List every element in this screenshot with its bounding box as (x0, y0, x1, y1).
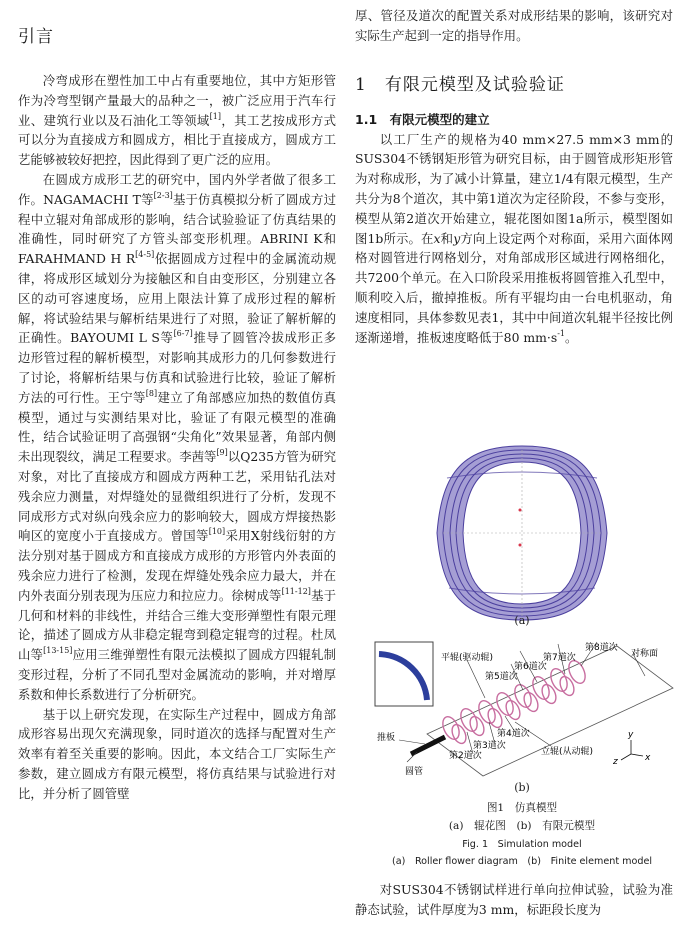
model-paragraph: 以工厂生产的规格为40 mm×27.5 mm×3 mm的SUS304不锈钢矩形管为研究目标，由于圆管成形矩形管为对称成形，为了减小计算量，建立1/4有限元模型，生产共分为8个道次，其中第1道次为定径阶段，不参与变形，模型从第2道次开始建立，辊花图如图1a所示，模型图如图1b所示。在x和y方向上设定两个对称面，采用六面体网格对圆管进行网格划分，对角部成形区域进行网格细化，共7200个单元。在入口阶段采用推板将圆管推入孔型中，顺利咬入后，撤掉推板。所有平辊均由一台电机驱动，角速度相同，具体参数见表1，其中中间道次轧辊半径按比例逐渐递增，推板速度略低于80 $mm\cdot s^{-1}$。 (355, 131, 674, 345)
right-column (355, 0, 673, 347)
figure-caption-en: Fig. 1 Simulation model (462, 839, 582, 850)
label-vertical-roll: 立辊(从动辊) (541, 747, 594, 757)
figure-caption-cn: 图1 仿真模型 (486, 802, 558, 814)
section-heading: 1 有限元模型及试验验证 (355, 74, 565, 95)
label-pass-3: 第3道次 (473, 741, 506, 751)
label-pass-8: 第8道次 (585, 643, 618, 653)
figure-1b (355, 636, 689, 796)
label-pass-7: 第7道次 (543, 653, 576, 663)
label-push-plate: 推板 (377, 733, 396, 743)
subsection-heading: 1.1 有限元模型的建立 (355, 111, 490, 127)
label-pass-6: 第6道次 (514, 662, 547, 672)
label-flat-roll: 平辊(驱动辊) (441, 653, 494, 663)
figure-subcaption-cn: (a) 辊花图 (b) 有限元模型 (448, 820, 596, 832)
intro-paragraph-3: 基于以上研究发现，在实际生产过程中，圆成方角部成形容易出现欠充满现象，同时道次的选择与配置对生产效率有着至关重要的影响。因此，本文结合工厂实际生产参数，建立圆成方有限元模型，将仿真结果与试验进行对比，并分析了圆管壁 (18, 706, 336, 801)
right-paragraph-continued: 厚、管径及道次的配置关系对成形结果的影响，该研究对实际生产起到一定的指导作用。 (355, 8, 673, 43)
intro-paragraph-2: 在圆成方成形工艺的研究中，国内外学者做了很多工作。NAGAMACHI T等[2-3]基于仿真模拟分析了圆成方过程中立辊对角部成形的影响，结合试验验证了仿真结果的准确性，同时研究了方管头部变形机理。ABRINI K和FARAHMAND H R[4-5]依据圆成方过程中的金属流动规律，将成形区域划分为接触区和自由变形区，分别建立各区的动可容速度场，应用上限法计算了成形过程的解析解，将试验结果与解析结果进行了对照，验证了解析解的正确性。BAYOUMI L S等[6-7]推导了圆管冷拔成形正多边形管过程的解析模型，对影响其成形力的几何参数进行了讨论，将解析结果与仿真和试验进行比较，验证了解析方法的可行性。王宁等[8]建立了角部感应加热的数值仿真模型，通过与实测结果对比，验证了有限元模型的准确性，结合试验证明了高强钢“尖角化”效果显著，角部内侧未出现裂纹，满足工程要求。李茜等[9]以Q235方管为研究对象，对比了直接成方和圆成方两种工艺，采用钻孔法对残余应力测量，对焊缝处的显微组织进行了分析，发现不同成形方式对纵向残余应力的影响较大，圆成方焊接热影响区的宽度小于直接成方。曾国等[10]采用X射线衍射的方法分别对基于圆成方和直接成方成形的方形管内外表面的残余应力进行了检测，发现在焊缝处残余应力最大，并在内外表面分别表现为压应力和拉应力。徐树成等[11-12]基于几何和材料的非线性，并结合三维大变形弹塑性有限元理论，描述了圆成方从非稳定辊弯到稳定辊弯的过程。杜凤山等[13-15]应用三维弹塑性有限元法模拟了圆成方四辊轧制变形过程，分析了不同孔型对金属流动的影响，并对增厚系数和伸长系数进行了分析研究。 (18, 171, 337, 702)
tensile-test-paragraph: 对SUS304不锈钢试样进行单向拉伸试验，试验为准静态试验，试件厚度为3 mm，标距段长度为 (355, 882, 673, 917)
left-column (18, 0, 336, 803)
intro-heading: 引言 (18, 27, 54, 47)
label-pass-2: 第2道次 (449, 751, 482, 761)
intro-paragraph-1: 冷弯成形在塑性加工中占有重要地位，其中方矩形管作为冷弯型钢产量最大的品种之一，被广泛应用于汽车行业、建筑行业以及石油化工等领域[1]，其工艺按成形方式可以分为直接成方和圆成方，相比于直接成方，圆成方工艺能够被较好把控，因此得到了更广泛的应用。 (18, 73, 337, 168)
sub-label-b: (b) (514, 781, 530, 794)
figure-subcaption-en: (a) Roller flower diagram (b) Finite element model (391, 856, 653, 867)
label-round-tube: 圆管 (405, 767, 424, 777)
roller-flower-diagram (355, 438, 689, 628)
sub-label-a: (a) (514, 614, 530, 627)
axis-triad (621, 740, 643, 760)
axis-x-label: x (645, 753, 651, 763)
axis-y-label: y (628, 730, 634, 740)
label-pass-5: 第5道次 (485, 672, 518, 682)
label-symmetry-plane: 对称面 (631, 649, 659, 659)
figure-1a (355, 438, 689, 628)
tensile-test-paragraph-wrap (355, 880, 673, 920)
axis-z-label: z (613, 757, 618, 767)
mesh-shape (437, 446, 607, 620)
label-pass-4: 第4道次 (497, 729, 530, 739)
round-tube (411, 737, 445, 754)
finite-element-model (355, 636, 689, 796)
